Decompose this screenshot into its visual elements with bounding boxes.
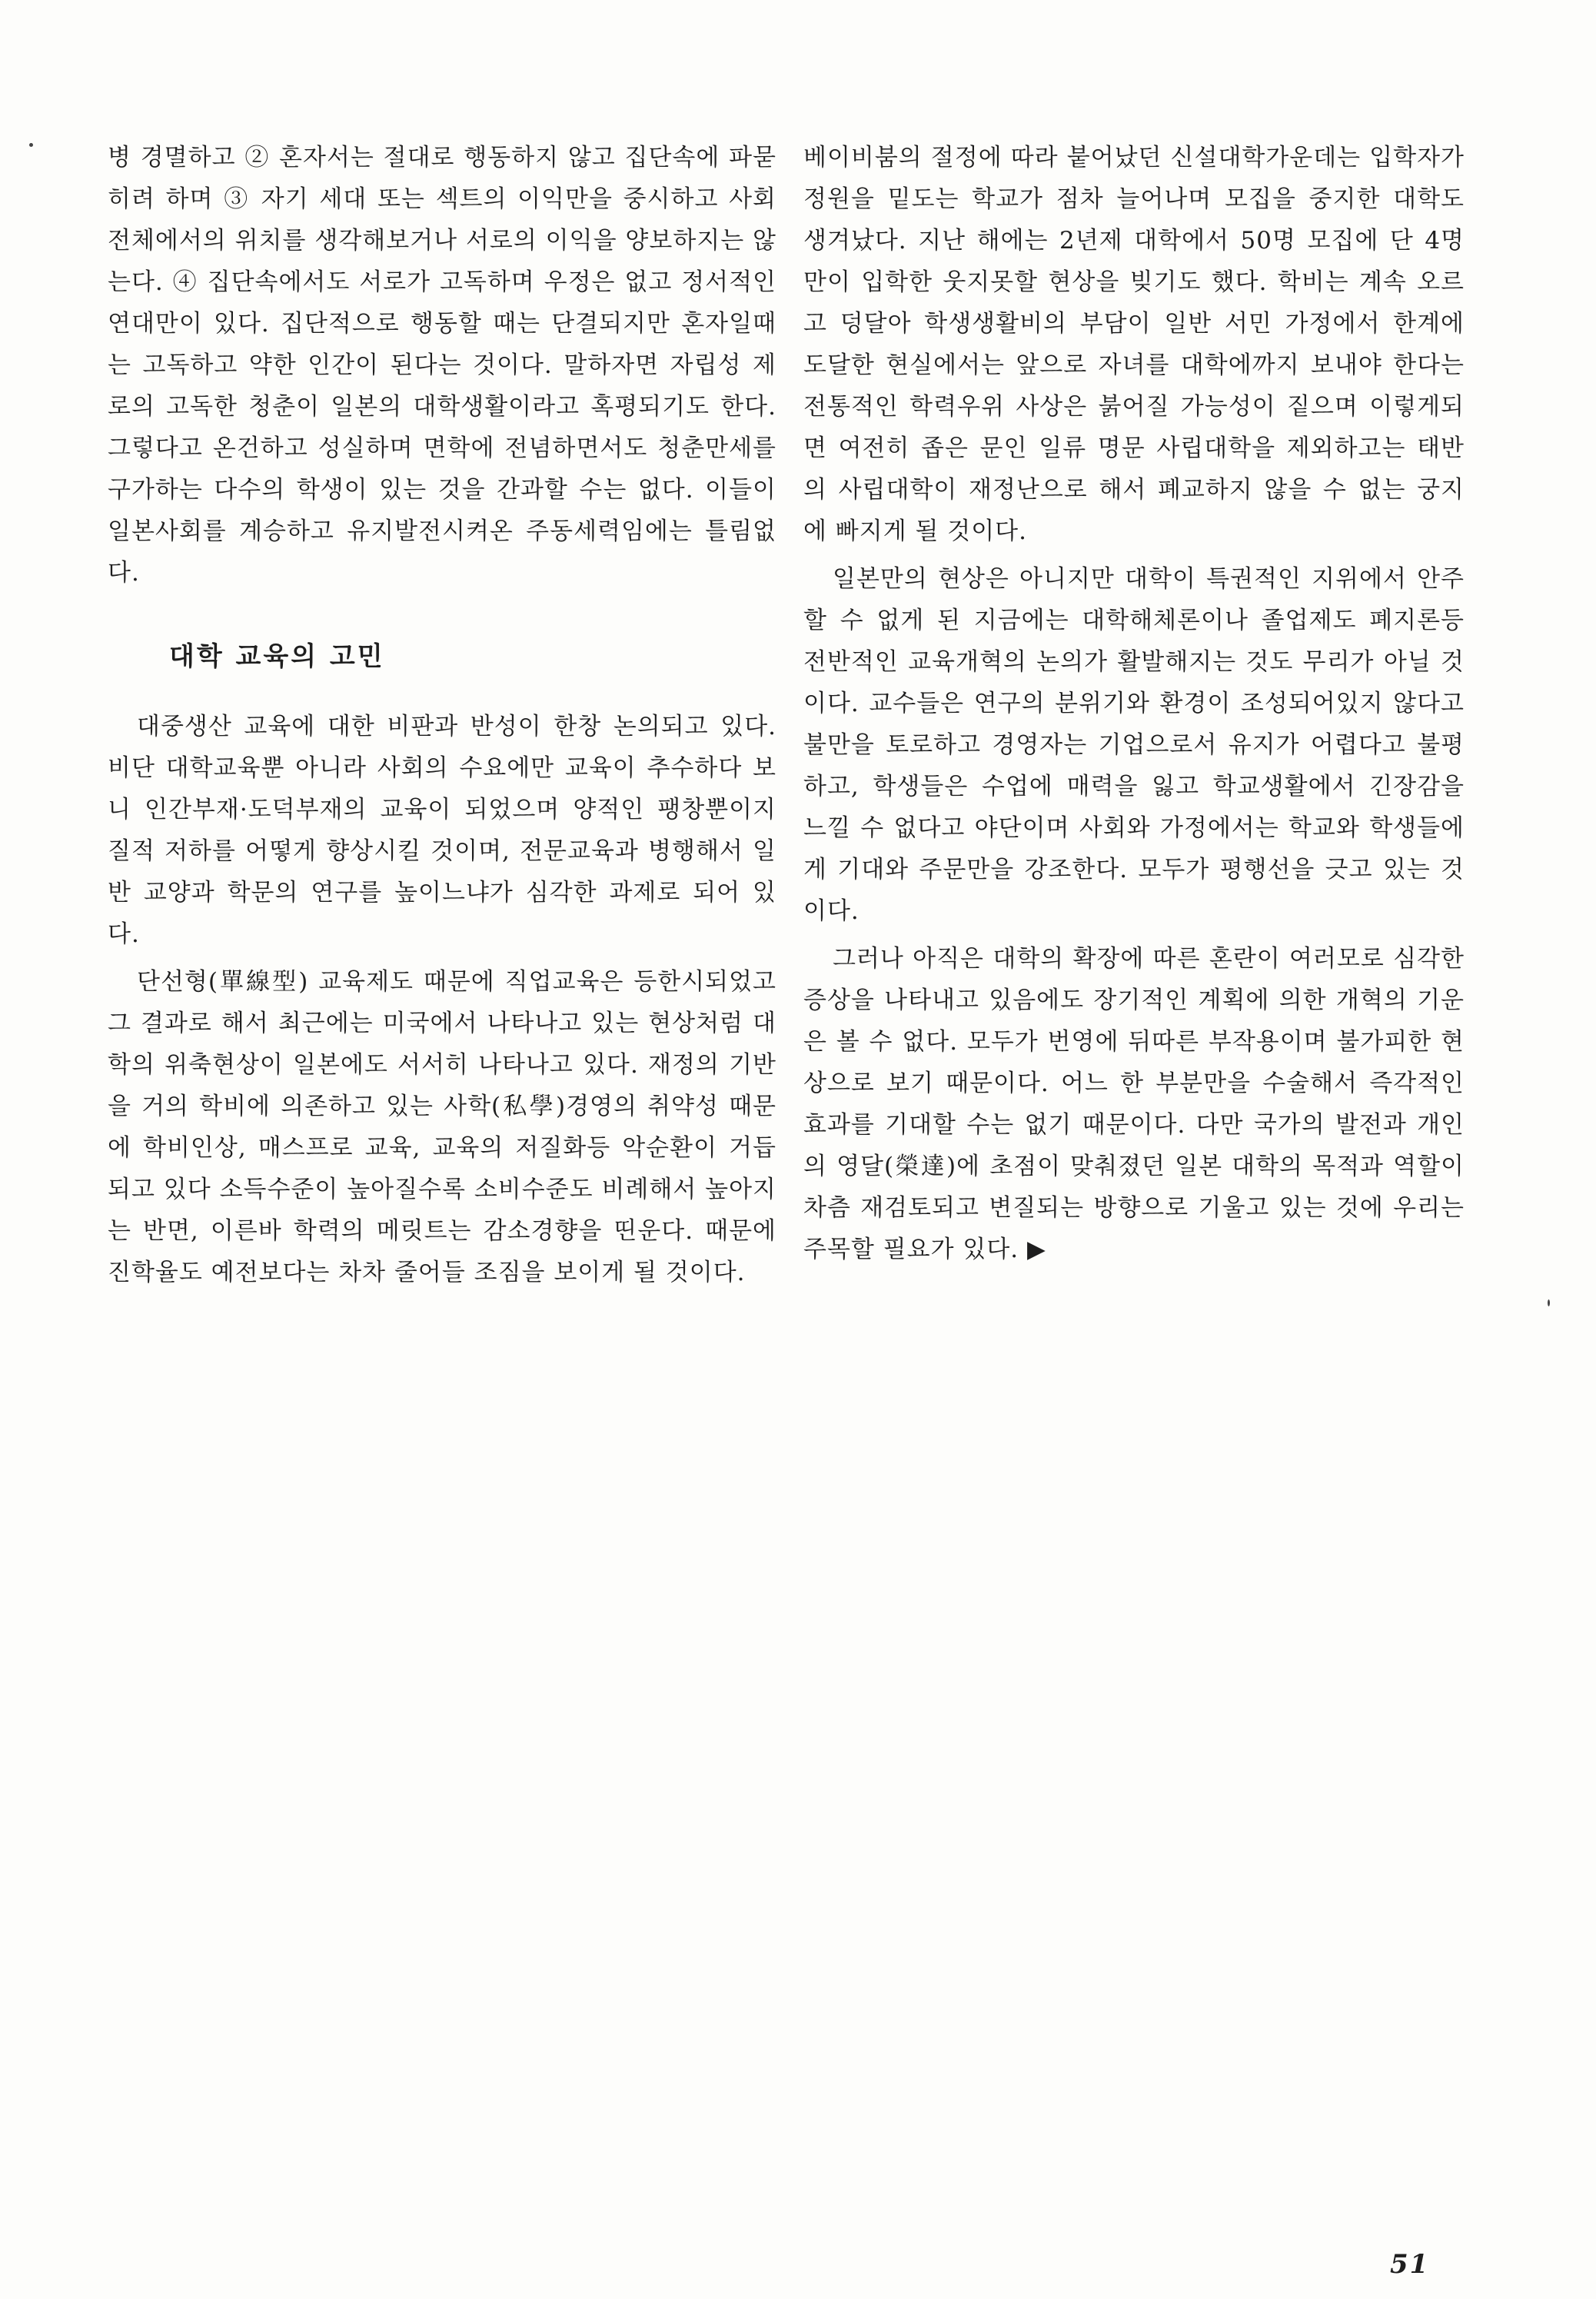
right-column	[803, 137, 1465, 1270]
paragraph: 일본만의 현상은 아니지만 대학이 특권적인 지위에서 안주할 수 없게 된 지금에는 대학해체론이나 졸업제도 폐지론등 전반적인 교육개혁의 논의가 활발해지는 것도 무리가 아닐 것이다. 교수들은 연구의 분위기와 환경이 조성되어있지 않다고 불만을 토로하고 경영자는 기업으로서 유지가 어렵다고 불평하고, 학생들은 수업에 매력을 잃고 학교생활에서 긴장감을 느낄 수 없다고 야단이며 사회와 가정에서는 학교와 학생들에게 기대와 주문만을 강조한다. 모두가 평행선을 긋고 있는 것이다.	[803, 565, 1465, 925]
section-heading: 대학 교육의 고민	[169, 641, 385, 672]
paragraph: 병 경멸하고 ② 혼자서는 절대로 행동하지 않고 집단속에 파묻히려 하며 ③ 자기 세대 또는 섹트의 이익만을 중시하고 사회전체에서의 위치를 생각해보거나 서로의 이익을 양보하지는 않는다. ④ 집단속에서도 서로가 고독하며 우정은 없고 정서적인 연대만이 있다. 집단적으로 행동할 때는 단결되지만 혼자일때는 고독하고 약한 인간이 된다는 것이다. 말하자면 자립성 제로의 고독한 청춘이 일본의 대학생활이라고 혹평되기도 한다. 그렇다고 온건하고 성실하며 면학에 전념하면서도 청춘만세를 구가하는 다수의 학생이 있는 것을 간과할 수는 없다. 이들이 일본사회를 계승하고 유지발전시켜온 주동세력임에는 틀림없다.	[108, 144, 776, 587]
page-number: 51	[1390, 2249, 1430, 2280]
paragraph: 대중생산 교육에 대한 비판과 반성이 한창 논의되고 있다. 비단 대학교육뿐 아니라 사회의 수요에만 교육이 추수하다 보니 인간부재·도덕부재의 교육이 되었으며 양적인 팽창뿐이지 질적 저하를 어떻게 향상시킬 것이며, 전문교육과 병행해서 일반 교양과 학문의 연구를 높이느냐가 심각한 과제로 되어 있다.	[108, 713, 776, 948]
paragraph: 단선형(單線型) 교육제도 때문에 직업교육은 등한시되었고 그 결과로 해서 최근에는 미국에서 나타나고 있는 현상처럼 대학의 위축현상이 일본에도 서서히 나타나고 있다. 재정의 기반을 거의 학비에 의존하고 있는 사학(私學)경영의 취약성 때문에 학비인상, 매스프로 교육, 교육의 저질화등 악순환이 거듭되고 있다 소득수준이 높아질수록 소비수준도 비례해서 높아지는 반면, 이른바 학력의 메릿트는 감소경향을 띤운다. 때문에 진학율도 예전보다는 차차 줄어들 조짐을 보이게 될 것이다.	[108, 968, 776, 1286]
paragraph: 베이비붐의 절정에 따라 붙어났던 신설대학가운데는 입학자가 정원을 밑도는 학교가 점차 늘어나며 모집을 중지한 대학도 생겨났다. 지난 해에는 2년제 대학에서 50명 모집에 단 4명만이 입학한 웃지못할 현상을 빚기도 했다. 학비는 계속 오르고 덩달아 학생생활비의 부담이 일반 서민 가정에서 한계에 도달한 현실에서는 앞으로 자녀를 대학에까지 보내야 한다는 전통적인 학력우위 사상은 붉어질 가능성이 짙으며 이렇게되면 여전히 좁은 문인 일류 명문 사립대학을 제외하고는 태반의 사립대학이 재정난으로 해서 폐교하지 않을 수 없는 궁지에 빠지게 될 것이다.	[803, 144, 1465, 545]
paragraph: 그러나 아직은 대학의 확장에 따른 혼란이 여러모로 심각한 증상을 나타내고 있음에도 장기적인 계획에 의한 개혁의 기운은 볼 수 없다. 모두가 번영에 뒤따른 부작용이며 불가피한 현상으로 보기 때문이다. 어느 한 부분만을 수술해서 즉각적인 효과를 기대할 수는 없기 때문이다. 다만 국가의 발전과 개인의 영달(榮達)에 초점이 맞춰졌던 일본 대학의 목적과 역할이 차츰 재검토되고 변질되는 방향으로 기울고 있는 것에 우리는 주목할 필요가 있다. ▶	[803, 945, 1465, 1263]
left-column	[108, 137, 776, 1293]
print-speck	[1548, 1299, 1550, 1306]
print-speck	[29, 143, 33, 147]
